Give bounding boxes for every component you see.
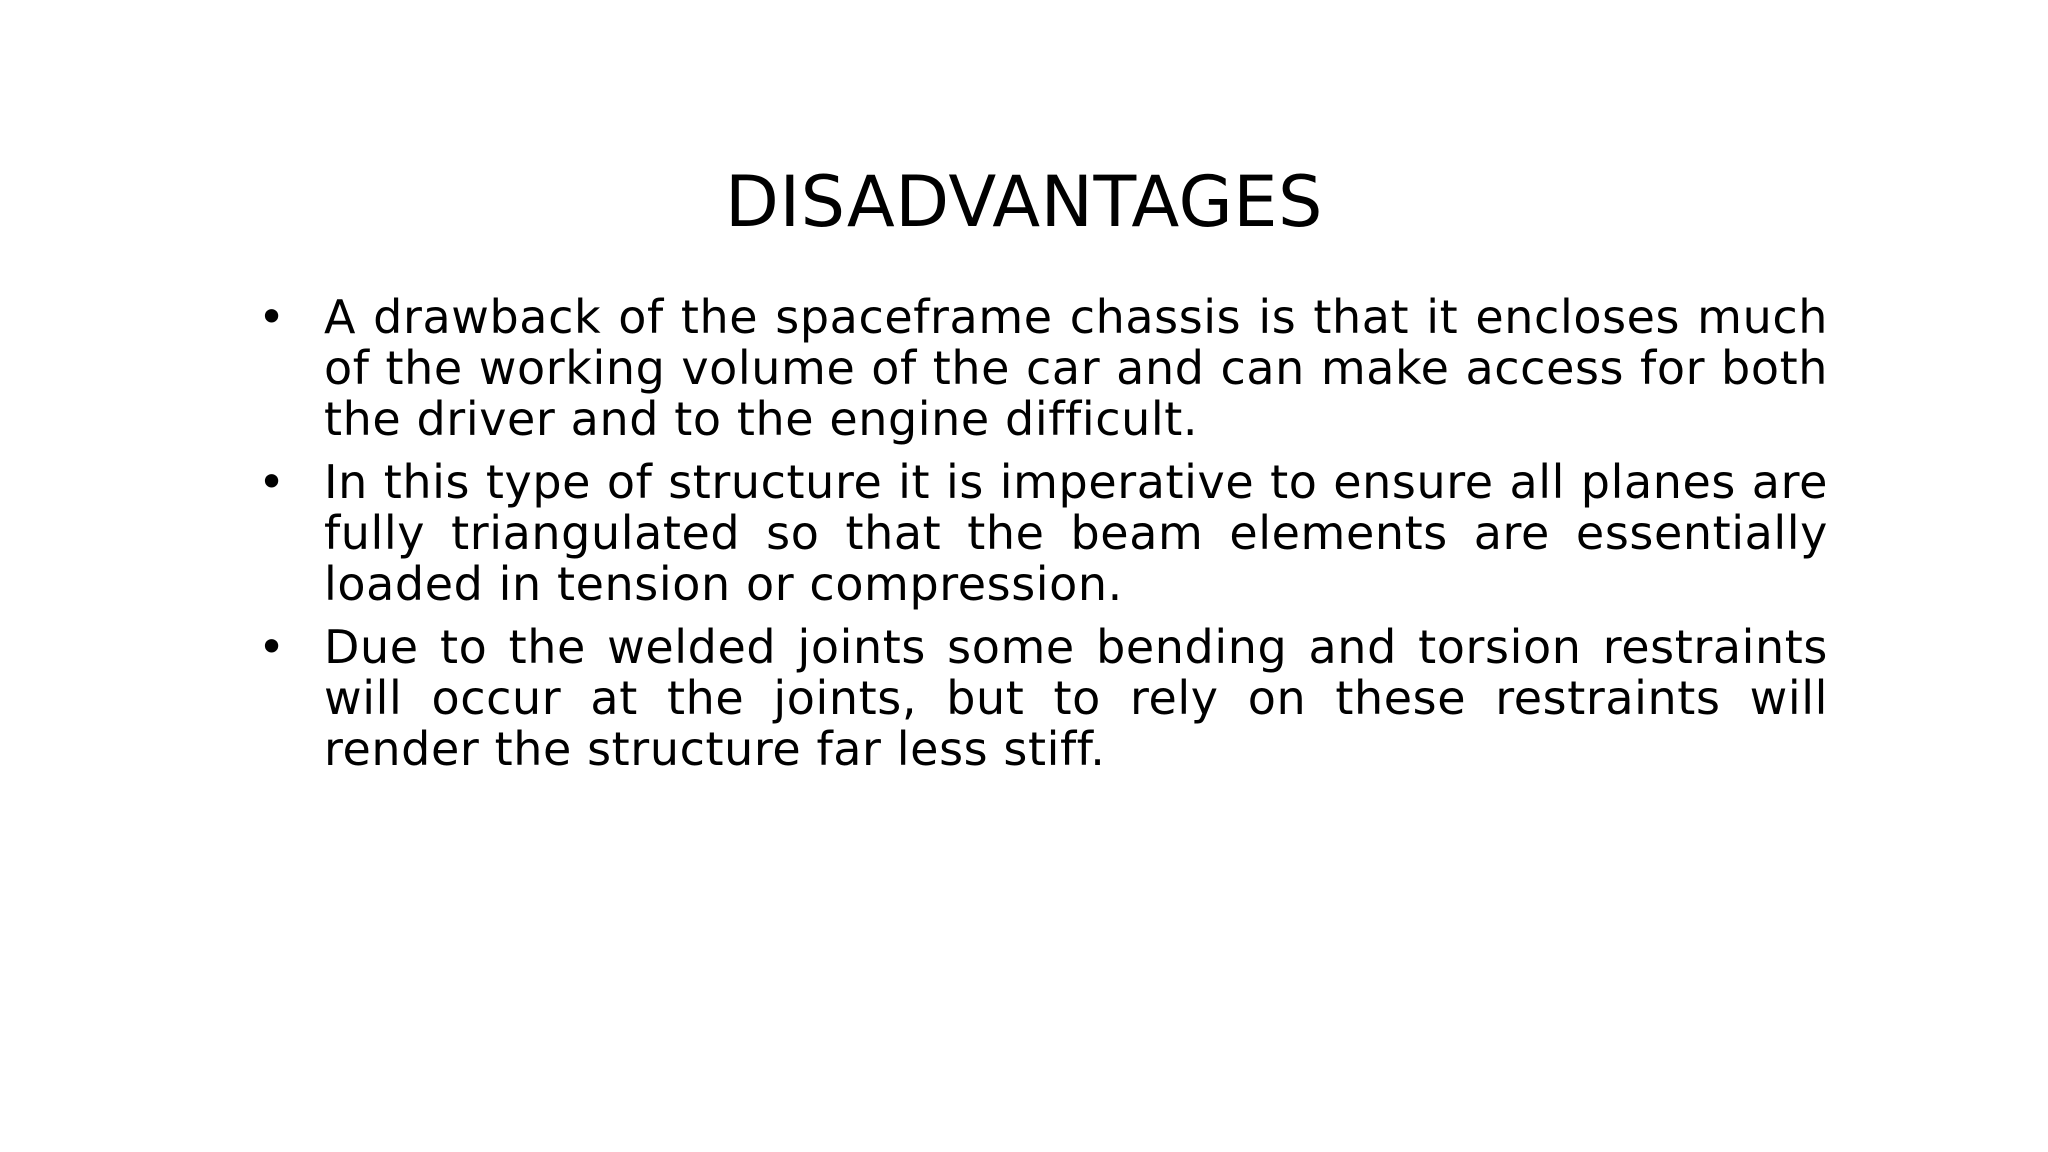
bullet-text: In this type of structure it is imperative to ensure all planes are fully triangulated so that the beam elements are essentially loaded in tension or compression. — [324, 455, 1828, 611]
bullet-text: A drawback of the spaceframe chassis is that it encloses much of the working volume of the car and can make access for both the driver and to the engine difficult. — [324, 290, 1828, 446]
bullet-item — [258, 292, 1828, 445]
bullet-dot-icon: • — [258, 620, 286, 674]
bullet-item — [258, 457, 1828, 610]
bullet-text: Due to the welded joints some bending and torsion restraints will occur at the joints, but to rely on these restraints will render the structure far less stiff. — [324, 620, 1828, 776]
bullet-dot-icon: • — [258, 455, 286, 509]
bullet-item — [258, 622, 1828, 775]
slide-title: DISADVANTAGES — [725, 161, 1323, 243]
bullet-list — [258, 292, 1828, 787]
bullet-dot-icon: • — [258, 290, 286, 344]
